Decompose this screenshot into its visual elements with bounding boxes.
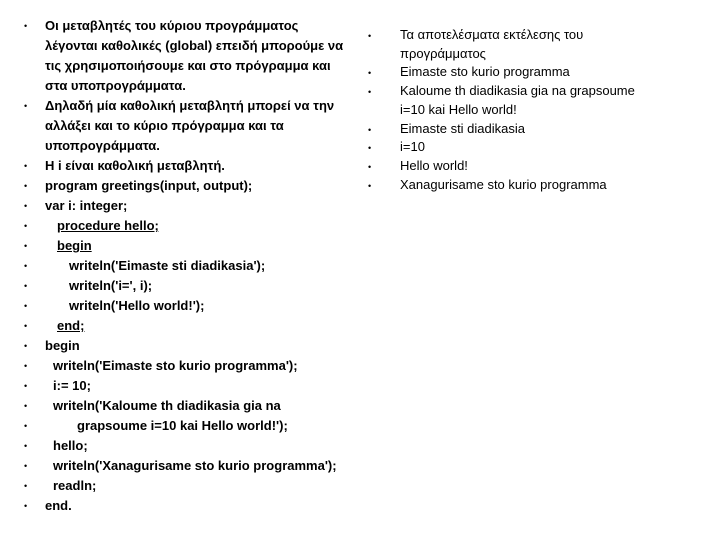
left-item xyxy=(22,236,367,256)
bullet-icon: • xyxy=(368,31,372,41)
left-item-text: writeln('Eimaste sti diadikasia'); xyxy=(69,258,266,273)
left-item-text: readln; xyxy=(53,478,97,493)
left-item xyxy=(22,456,367,476)
left-item xyxy=(22,16,367,96)
left-item xyxy=(22,176,367,196)
bullet-icon: • xyxy=(24,281,28,291)
left-item-text: Δηλαδή μία καθολική μεταβλητή μπορεί να την xyxy=(45,98,335,113)
right-item-text: i=10 kai Hello world! xyxy=(400,101,517,117)
code-explanation-column xyxy=(22,16,367,516)
left-item xyxy=(22,96,367,156)
bullet-icon: • xyxy=(24,461,28,471)
right-item-text: προγράμματος xyxy=(400,45,486,61)
bullet-icon: • xyxy=(24,501,28,511)
left-item-text: H i είναι καθολική μεταβλητή. xyxy=(45,158,225,173)
left-item xyxy=(22,336,367,356)
left-item xyxy=(22,376,367,396)
left-item xyxy=(22,476,367,496)
bullet-icon: • xyxy=(24,181,28,191)
left-item-text: υποπρογράμματα. xyxy=(45,138,160,153)
bullet-icon: • xyxy=(24,301,28,311)
left-item xyxy=(22,396,367,416)
bullet-icon: • xyxy=(24,341,28,351)
bullet-icon: • xyxy=(24,201,28,211)
right-item xyxy=(365,120,715,139)
bullet-icon: • xyxy=(24,441,28,451)
bullet-icon: • xyxy=(24,401,28,411)
left-item-text: λέγονται καθολικές (global) επειδή μπορούμε να xyxy=(45,38,344,53)
bullet-icon: • xyxy=(368,124,372,135)
left-item-text: writeln('Kaloume th diadikasia gia na xyxy=(53,398,281,413)
right-item-text: Τα αποτελέσματα εκτέλεσης του xyxy=(400,27,584,42)
right-bullet-list xyxy=(365,26,715,194)
left-item-text: program greetings(input, output); xyxy=(45,178,253,193)
bullet-icon: • xyxy=(24,361,28,371)
bullet-icon: • xyxy=(24,21,28,31)
bullet-icon: • xyxy=(24,381,28,391)
left-item-text: writeln('Hello world!'); xyxy=(69,298,205,313)
bullet-icon: • xyxy=(24,261,28,271)
left-item xyxy=(22,316,367,336)
bullet-icon: • xyxy=(24,161,28,171)
left-item xyxy=(22,296,367,316)
right-item xyxy=(365,26,715,63)
bullet-icon: • xyxy=(24,241,28,251)
left-item xyxy=(22,356,367,376)
program-output-column xyxy=(365,26,715,194)
left-item-text: i:= 10; xyxy=(53,378,91,393)
bullet-icon: • xyxy=(24,221,28,231)
left-item-text: hello; xyxy=(53,438,88,453)
right-item-text: Xanagurisame sto kurio programma xyxy=(400,176,607,192)
left-item-text: αλλάξει και το κύριο πρόγραμμα και τα xyxy=(45,118,284,133)
bullet-icon: • xyxy=(368,87,372,98)
right-item xyxy=(365,138,715,157)
left-item-text: writeln('i=', i); xyxy=(69,278,153,293)
left-item-text: var i: integer; xyxy=(45,198,128,213)
left-item-text: στα υποπρογράμματα. xyxy=(45,78,186,93)
bullet-icon: • xyxy=(368,143,372,154)
left-item xyxy=(22,276,367,296)
left-item xyxy=(22,436,367,456)
right-item xyxy=(365,157,715,176)
left-item xyxy=(22,256,367,276)
bullet-icon: • xyxy=(368,180,372,191)
right-item xyxy=(365,82,715,119)
right-item-text: Eimaste sto kurio programma xyxy=(400,64,570,80)
left-item xyxy=(22,416,367,436)
bullet-icon: • xyxy=(24,101,28,111)
left-item xyxy=(22,216,367,236)
right-item-text: Eimaste sti diadikasia xyxy=(400,120,525,136)
right-item xyxy=(365,63,715,82)
left-item-text: begin xyxy=(45,338,80,353)
left-item xyxy=(22,196,367,216)
left-item xyxy=(22,496,367,516)
bullet-icon: • xyxy=(368,161,372,172)
bullet-icon: • xyxy=(368,68,372,79)
left-bullet-list xyxy=(22,16,367,516)
bullet-icon: • xyxy=(24,321,28,331)
left-item-text: begin xyxy=(57,238,92,253)
left-item-text: writeln('Xanagurisame sto kurio programma'); xyxy=(53,458,337,473)
left-item-text: end. xyxy=(45,498,72,513)
right-item-text: i=10 xyxy=(400,139,425,155)
left-item-text: end; xyxy=(57,318,85,333)
right-item-text: Kaloume th diadikasia gia na grapsoume xyxy=(400,83,635,99)
left-item-text: writeln('Eimaste sto kurio programma'); xyxy=(53,358,298,373)
left-item-text: Οι μεταβλητές του κύριου προγράμματος xyxy=(45,18,299,33)
left-item-text: procedure hello; xyxy=(57,218,159,233)
bullet-icon: • xyxy=(24,481,28,491)
right-item-text: Hello world! xyxy=(400,157,468,173)
left-item-text: grapsoume i=10 kai Hello world!'); xyxy=(77,418,288,433)
right-item xyxy=(365,176,715,195)
left-item xyxy=(22,156,367,176)
bullet-icon: • xyxy=(24,421,28,431)
left-item-text: τις χρησιμοποιήσουμε και στο πρόγραμμα και xyxy=(45,58,331,73)
